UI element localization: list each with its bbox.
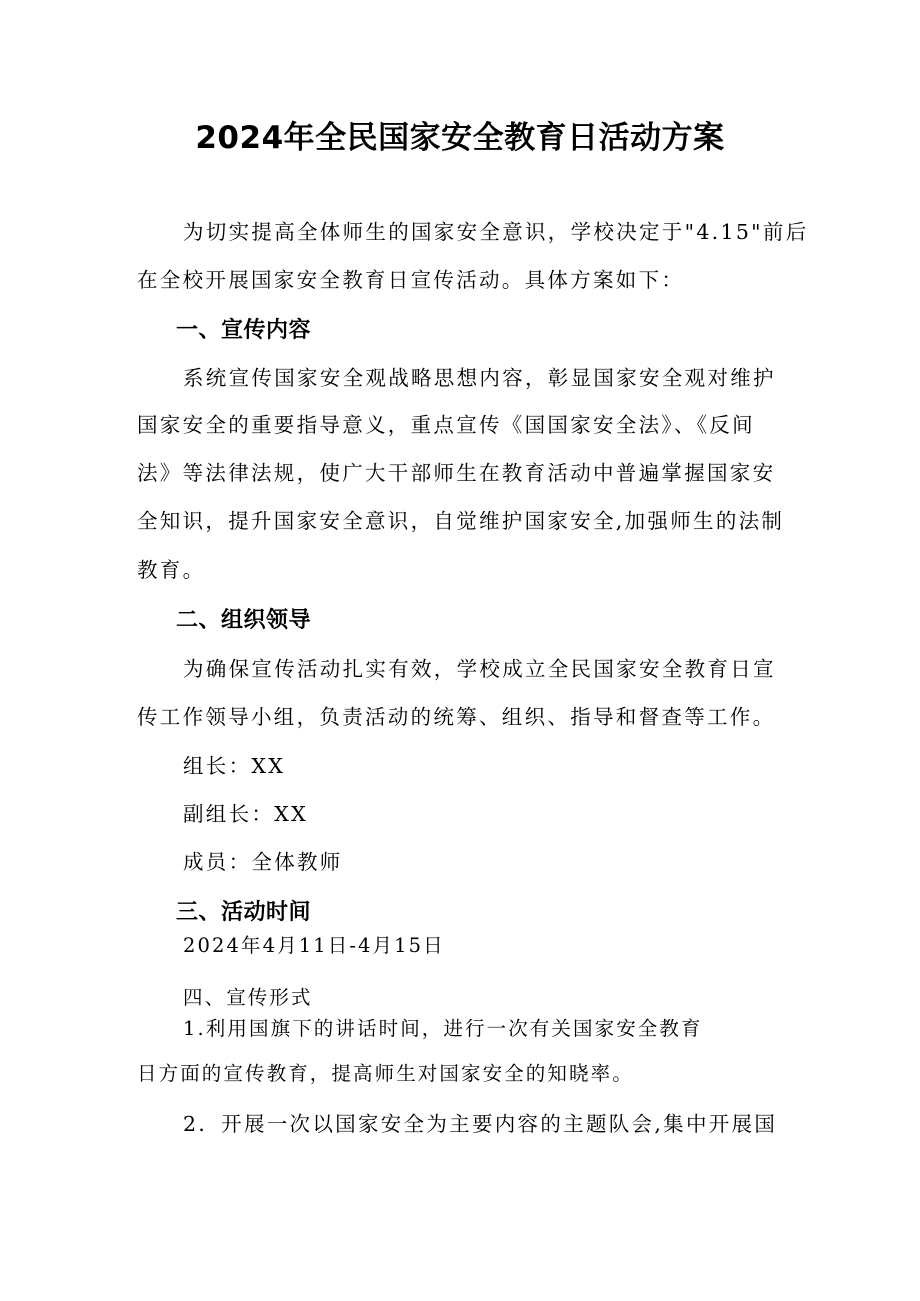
section-1-line-3: 法》等法律法规，使广大干部师生在教育活动中普遍掌握国家安: [137, 461, 776, 485]
members: 成员：全体教师: [183, 850, 343, 874]
section-4-item-1-line-2: 日方面的宣传教育，提高师生对国家安全的知晓率。: [137, 1062, 634, 1085]
group-leader: 组长：XX: [183, 754, 286, 778]
section-2-line-1: 为确保宣传活动扎实有效，学校成立全民国家安全教育日宣: [183, 657, 776, 681]
section-1-line-4: 全知识，提升国家安全意识，自觉维护国家安全,加强师生的法制: [137, 509, 785, 533]
section-4-item-2: 2．开展一次以国家安全为主要内容的主题队会,集中开展国: [183, 1112, 778, 1136]
section-4-heading: 四、宣传形式: [183, 986, 313, 1009]
section-4-item-1-line-1: 1.利用国旗下的讲话时间，进行一次有关国家安全教育: [183, 1017, 703, 1040]
intro-line-1: 为切实提高全体师生的国家安全意识，学校决定于"4.15"前后: [183, 220, 809, 244]
activity-date: 2024年4月11日-4月15日: [183, 934, 445, 957]
section-1-line-5: 教育。: [137, 558, 206, 582]
section-1-heading: 一、宣传内容: [176, 318, 312, 343]
section-3-heading: 三、活动时间: [176, 900, 312, 925]
section-1-line-1: 系统宣传国家安全观战略思想内容，彰显国家安全观对维护: [183, 366, 776, 390]
section-1-line-2: 国家安全的重要指导意义，重点宣传《国国家安全法》、《反间: [137, 413, 755, 437]
vice-leader: 副组长：XX: [183, 802, 308, 826]
section-2-heading: 二、组织领导: [176, 608, 312, 633]
intro-line-2: 在全校开展国家安全教育日宣传活动。具体方案如下：: [137, 268, 685, 292]
section-2-line-2: 传工作领导小组，负责活动的统筹、组织、指导和督查等工作。: [137, 705, 776, 729]
document-title: 2024年全民国家安全教育日活动方案: [195, 120, 725, 156]
